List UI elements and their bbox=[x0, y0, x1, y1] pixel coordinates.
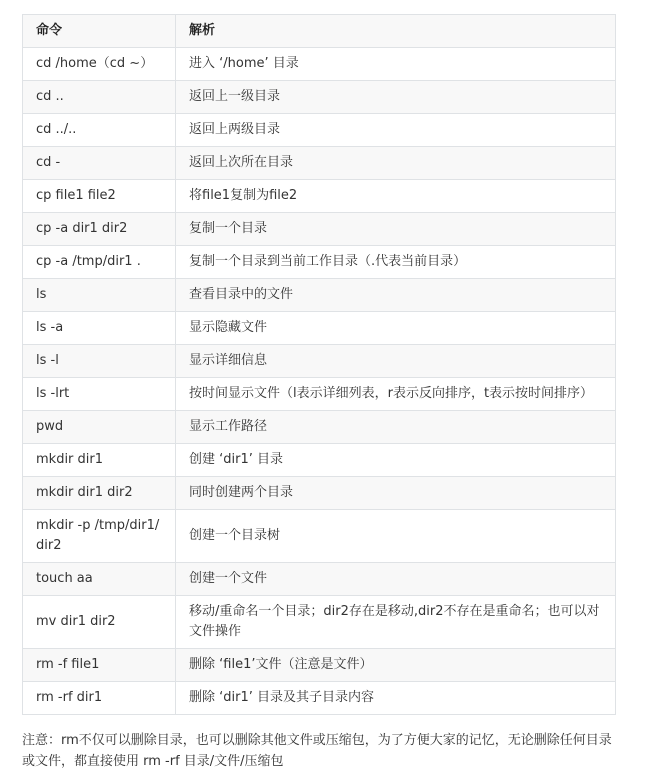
table-row bbox=[23, 81, 616, 114]
command-cell: rm -f file1 bbox=[23, 649, 176, 682]
table-row bbox=[23, 345, 616, 378]
table-row bbox=[23, 378, 616, 411]
table-header-row bbox=[23, 15, 616, 48]
table-row bbox=[23, 213, 616, 246]
table-row bbox=[23, 563, 616, 596]
table-row bbox=[23, 312, 616, 345]
command-cell: cd ../.. bbox=[23, 114, 176, 147]
description-cell: 创建 ‘dir1’ 目录 bbox=[176, 444, 616, 477]
description-cell: 返回上次所在目录 bbox=[176, 147, 616, 180]
command-cell: mv dir1 dir2 bbox=[23, 596, 176, 649]
note-paragraph: 注意：rm不仅可以删除目录，也可以删除其他文件或压缩包，为了方便大家的记忆，无论删除任何目录或文件，都直接使用 rm -rf 目录/文件/压缩包 bbox=[22, 733, 612, 769]
command-cell: ls -lrt bbox=[23, 378, 176, 411]
description-cell: 返回上一级目录 bbox=[176, 81, 616, 114]
description-cell: 按时间显示文件（l表示详细列表，r表示反向排序，t表示按时间排序） bbox=[176, 378, 616, 411]
command-table bbox=[22, 14, 616, 715]
description-cell: 复制一个目录到当前工作目录（.代表当前目录） bbox=[176, 246, 616, 279]
command-cell: cp -a /tmp/dir1 . bbox=[23, 246, 176, 279]
description-cell: 同时创建两个目录 bbox=[176, 477, 616, 510]
table-row bbox=[23, 682, 616, 715]
table-row bbox=[23, 180, 616, 213]
description-cell: 删除 ‘file1’文件（注意是文件） bbox=[176, 649, 616, 682]
table-row bbox=[23, 279, 616, 312]
command-cell: cd - bbox=[23, 147, 176, 180]
table-row bbox=[23, 596, 616, 649]
table-row bbox=[23, 147, 616, 180]
description-cell: 创建一个目录树 bbox=[176, 510, 616, 563]
description-cell: 显示隐藏文件 bbox=[176, 312, 616, 345]
table-row bbox=[23, 649, 616, 682]
command-cell: ls -a bbox=[23, 312, 176, 345]
command-cell: cd .. bbox=[23, 81, 176, 114]
command-cell: cd /home（cd ~） bbox=[23, 48, 176, 81]
command-cell: mkdir dir1 bbox=[23, 444, 176, 477]
table-row bbox=[23, 444, 616, 477]
header-description: 解析 bbox=[176, 15, 616, 48]
description-cell: 复制一个目录 bbox=[176, 213, 616, 246]
description-cell: 显示工作路径 bbox=[176, 411, 616, 444]
description-cell: 查看目录中的文件 bbox=[176, 279, 616, 312]
command-cell: mkdir dir1 dir2 bbox=[23, 477, 176, 510]
command-cell: rm -rf dir1 bbox=[23, 682, 176, 715]
command-cell: cp file1 file2 bbox=[23, 180, 176, 213]
command-cell: ls -l bbox=[23, 345, 176, 378]
description-cell: 创建一个文件 bbox=[176, 563, 616, 596]
table-row bbox=[23, 510, 616, 563]
description-cell: 返回上两级目录 bbox=[176, 114, 616, 147]
description-cell: 将file1复制为file2 bbox=[176, 180, 616, 213]
header-command: 命令 bbox=[23, 15, 176, 48]
description-cell: 删除 ‘dir1’ 目录及其子目录内容 bbox=[176, 682, 616, 715]
command-cell: pwd bbox=[23, 411, 176, 444]
description-cell: 移动/重命名一个目录；dir2存在是移动,dir2不存在是重命名；也可以对文件操作 bbox=[176, 596, 616, 649]
description-cell: 进入 ‘/home’ 目录 bbox=[176, 48, 616, 81]
table-row bbox=[23, 411, 616, 444]
command-cell: mkdir -p /tmp/dir1/dir2 bbox=[23, 510, 176, 563]
table-row bbox=[23, 246, 616, 279]
table-row bbox=[23, 48, 616, 81]
table-row bbox=[23, 477, 616, 510]
description-cell: 显示详细信息 bbox=[176, 345, 616, 378]
command-cell: ls bbox=[23, 279, 176, 312]
command-cell: cp -a dir1 dir2 bbox=[23, 213, 176, 246]
command-cell: touch aa bbox=[23, 563, 176, 596]
table-row bbox=[23, 114, 616, 147]
